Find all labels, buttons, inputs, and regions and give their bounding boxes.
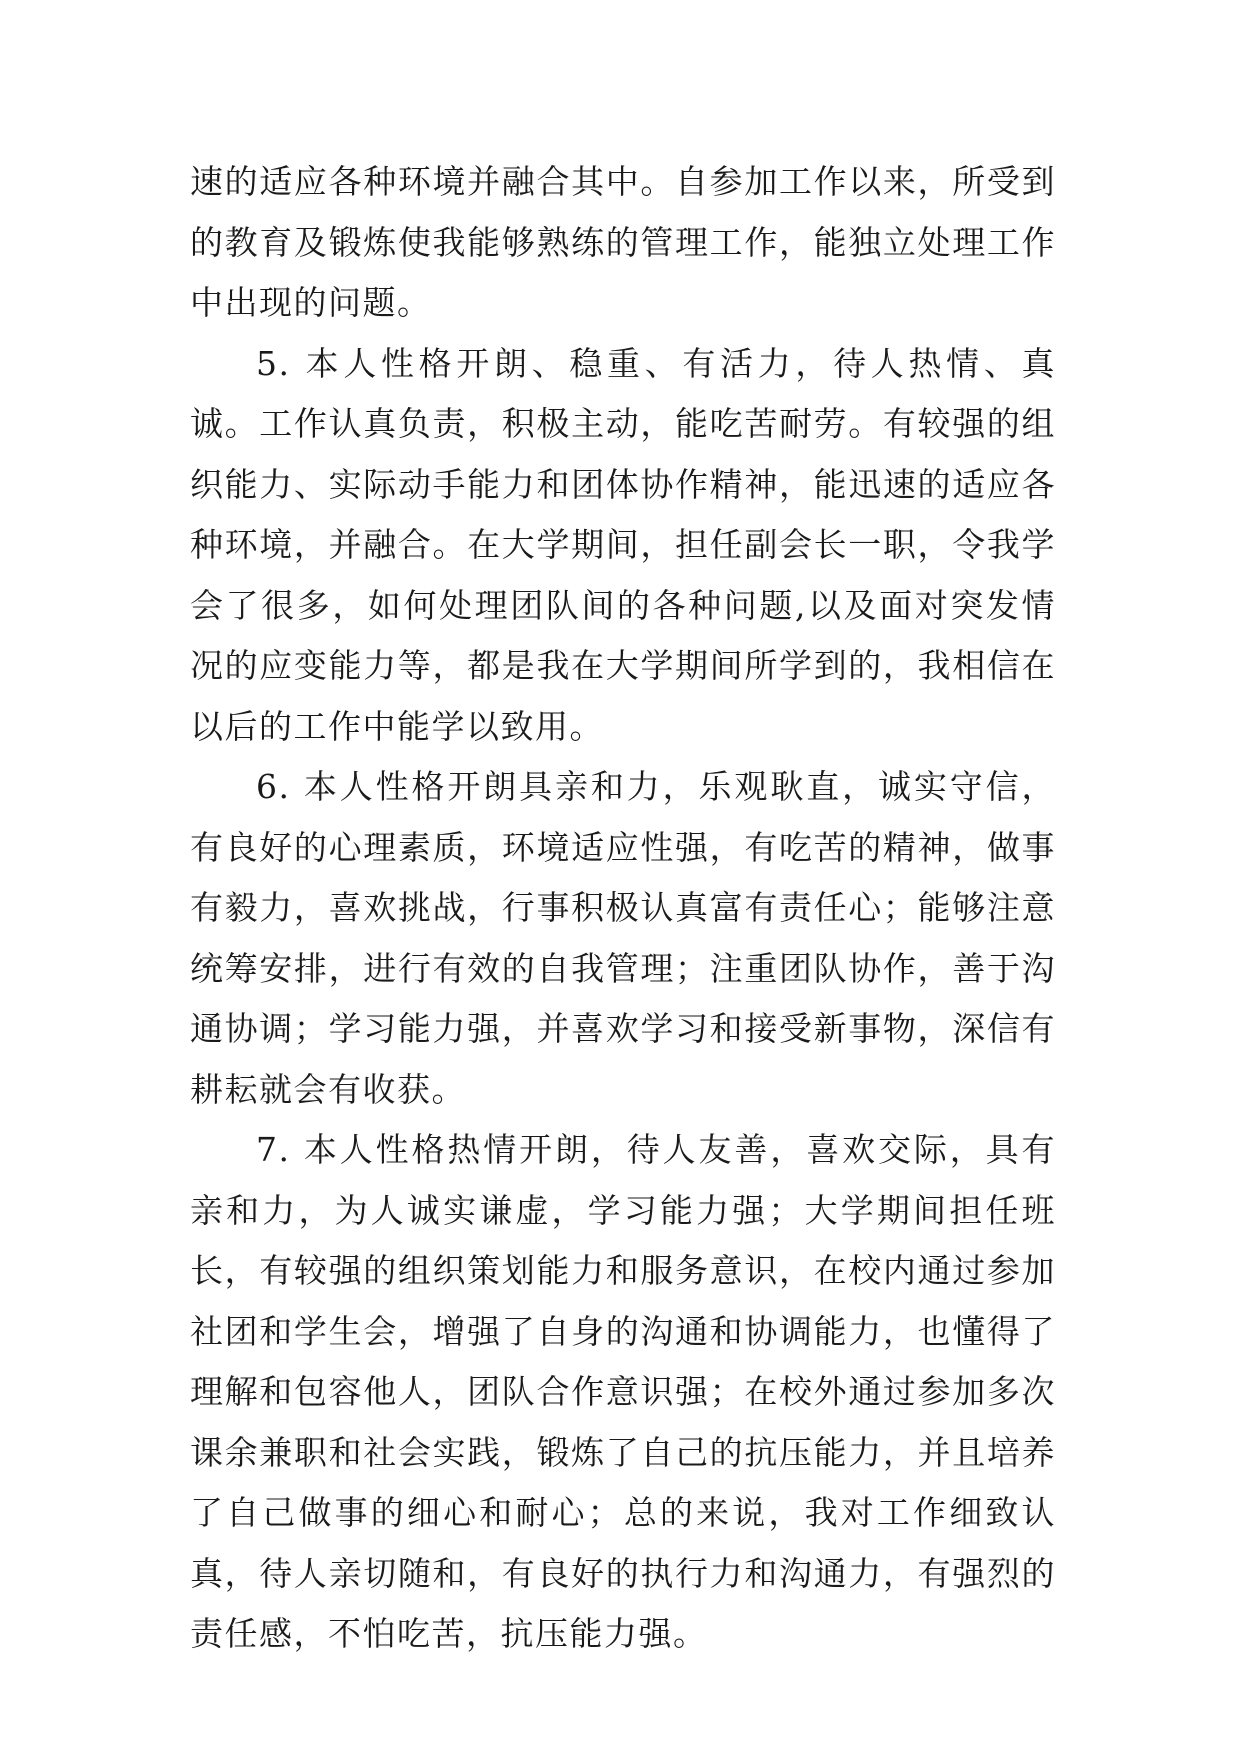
paragraph-continuation: 速的适应各种环境并融合其中。自参加工作以来，所受到的教育及锻炼使我能够熟练的管理工作，能独立处理工作中出现的问题。 (190, 162, 1056, 322)
paragraph-item-6: 6. 本人性格开朗具亲和力，乐观耿直，诚实守信，有良好的心理素质，环境适应性强，有吃苦的精神，做事有毅力，喜欢挑战，行事积极认真富有责任心；能够注意统筹安排，进行有效的自我管理；注重团队协作，善于沟通协调；学习能力强，并喜欢学习和接受新事物，深信有耕耘就会有收获。 (190, 767, 1056, 1109)
paragraph-item-7: 7. 本人性格热情开朗，待人友善，喜欢交际，具有亲和力，为人诚实谦虚，学习能力强；大学期间担任班长，有较强的组织策划能力和服务意识，在校内通过参加社团和学生会，增强了自身的沟通和协调能力，也懂得了理解和包容他人，团队合作意识强；在校外通过参加多次课余兼职和社会实践，锻炼了自己的抗压能力，并且培养了自己做事的细心和耐心；总的来说，我对工作细致认真，待人亲切随和，有良好的执行力和沟通力，有强烈的责任感，不怕吃苦，抗压能力强。 (190, 1130, 1056, 1653)
paragraph-item-5: 5. 本人性格开朗、稳重、有活力，待人热情、真诚。工作认真负责，积极主动，能吃苦耐劳。有较强的组织能力、实际动手能力和团体协作精神，能迅速的适应各种环境，并融合。在大学期间，担任副会长一职，令我学会了很多，如何处理团队间的各种问题,以及面对突发情况的应变能力等，都是我在大学期间所学到的，我相信在以后的工作中能学以致用。 (190, 343, 1056, 746)
document-body (190, 152, 1056, 1665)
